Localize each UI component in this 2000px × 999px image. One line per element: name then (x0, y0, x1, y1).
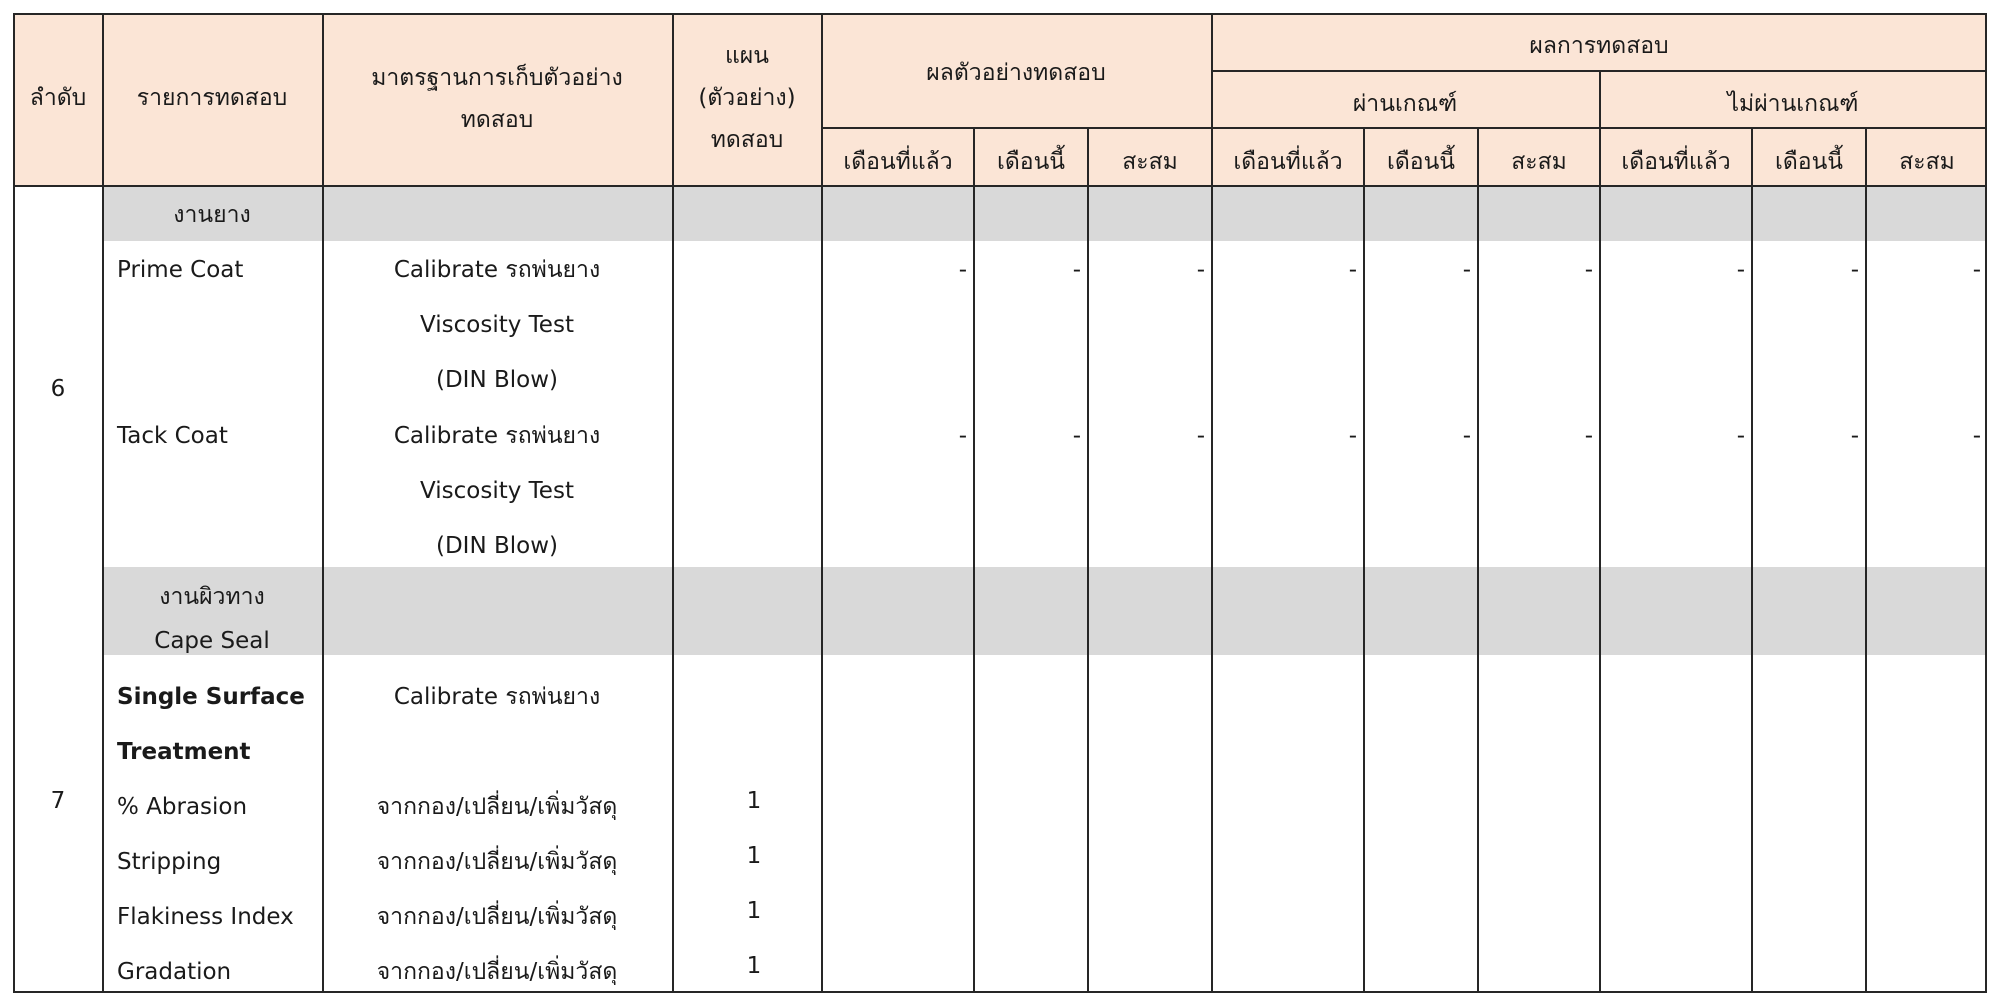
header-order: ลำดับ (29, 85, 87, 111)
section-number: 6 (50, 376, 66, 402)
value-cell: - (1462, 257, 1471, 283)
value-cell: - (1196, 257, 1205, 283)
col-line-11 (1751, 127, 1753, 993)
section-title: Cape Seal (154, 628, 270, 654)
test-standard: จากกอง/เปลี่ยน/เพิ่มวัสดุ (376, 794, 618, 820)
subheader-fail-prev: เดือนที่แล้ว (1621, 149, 1731, 175)
value-cell: - (1850, 257, 1859, 283)
section-band-surface (103, 567, 1987, 655)
test-item: Flakiness Index (117, 904, 294, 930)
value-cell: - (1736, 257, 1745, 283)
header-fail: ไม่ผ่านเกณฑ์ (1727, 91, 1859, 117)
col-line-9 (1477, 127, 1479, 993)
value-cell: - (1462, 423, 1471, 449)
section-number: 7 (50, 788, 66, 814)
col-line-7 (1211, 13, 1213, 993)
test-item: Gradation (117, 959, 232, 985)
test-standard: จากกอง/เปลี่ยน/เพิ่มวัสดุ (376, 959, 618, 985)
header-test-results: ผลการทดสอบ (1529, 33, 1669, 59)
test-standard: Calibrate รถพ่นยาง (393, 257, 601, 283)
subheader-pass-this: เดือนนี้ (1386, 149, 1456, 175)
header-plan-line1: แผน (724, 43, 770, 69)
test-standard: Calibrate รถพ่นยาง (393, 423, 601, 449)
test-standard: Calibrate รถพ่นยาง (393, 684, 601, 710)
table-right-border (1985, 13, 1987, 993)
value-cell: - (1348, 257, 1357, 283)
col-line-10 (1599, 70, 1601, 993)
value-cell: - (1972, 423, 1981, 449)
col-line-6 (1087, 127, 1089, 993)
test-standard: Viscosity Test (420, 478, 574, 504)
col-line-1 (102, 13, 104, 993)
col-line-3 (672, 13, 674, 993)
col-line-2 (322, 13, 324, 993)
value-cell: - (1850, 423, 1859, 449)
subheader-pass-prev: เดือนที่แล้ว (1233, 149, 1343, 175)
header-pass: ผ่านเกณฑ์ (1352, 91, 1458, 117)
value-cell: - (1736, 423, 1745, 449)
test-standard: (DIN Blow) (435, 533, 559, 559)
value-cell: - (958, 257, 967, 283)
value-cell: - (958, 423, 967, 449)
subheader-fail-total: สะสม (1899, 149, 1955, 175)
header-sample-results: ผลตัวอย่างทดสอบ (926, 60, 1106, 86)
value-cell: - (1072, 423, 1081, 449)
test-standard: จากกอง/เปลี่ยน/เพิ่มวัสดุ (376, 849, 618, 875)
header-test-item: รายการทดสอบ (136, 85, 288, 111)
col-line-8 (1363, 127, 1365, 993)
test-item: % Abrasion (117, 794, 248, 820)
section-band-rubber (103, 187, 1987, 241)
test-item: Treatment (117, 739, 251, 765)
section-title: งานยาง (173, 202, 251, 228)
test-item: Single Surface (117, 684, 305, 710)
header-bottom-line (13, 185, 1987, 187)
value-cell: - (1972, 257, 1981, 283)
test-item: Prime Coat (117, 257, 244, 283)
plan-value: 1 (746, 898, 762, 924)
test-standard: Viscosity Test (420, 312, 574, 338)
table-bottom-border (13, 991, 1987, 993)
test-results-table (13, 13, 1987, 993)
plan-value: 1 (746, 788, 762, 814)
plan-value: 1 (746, 953, 762, 979)
plan-value: 1 (746, 843, 762, 869)
subheader-samples-this: เดือนนี้ (996, 149, 1066, 175)
subheader-fail-this: เดือนนี้ (1774, 149, 1844, 175)
test-standard: จากกอง/เปลี่ยน/เพิ่มวัสดุ (376, 904, 618, 930)
col-line-5 (973, 127, 975, 993)
test-item: Stripping (117, 849, 222, 875)
table-left-border (13, 13, 15, 993)
col-line-12 (1865, 127, 1867, 993)
header-standard-line1: มาตรฐานการเก็บตัวอย่าง (371, 65, 623, 91)
value-cell: - (1584, 257, 1593, 283)
value-cell: - (1348, 423, 1357, 449)
value-cell: - (1584, 423, 1593, 449)
subheader-samples-total: สะสม (1122, 149, 1178, 175)
subheader-samples-prev: เดือนที่แล้ว (843, 149, 953, 175)
col-line-4 (821, 13, 823, 993)
table-top-border (13, 13, 1987, 15)
test-item: Tack Coat (117, 423, 228, 449)
value-cell: - (1072, 257, 1081, 283)
section-title: งานผิวทาง (159, 584, 265, 610)
test-standard: (DIN Blow) (435, 367, 559, 393)
header-standard-line2: ทดสอบ (460, 107, 534, 133)
value-cell: - (1196, 423, 1205, 449)
subheader-line (821, 127, 1987, 129)
header-plan-line3: ทดสอบ (710, 127, 784, 153)
subheader-pass-total: สะสม (1511, 149, 1567, 175)
header-plan-line2: (ตัวอย่าง) (698, 85, 796, 111)
